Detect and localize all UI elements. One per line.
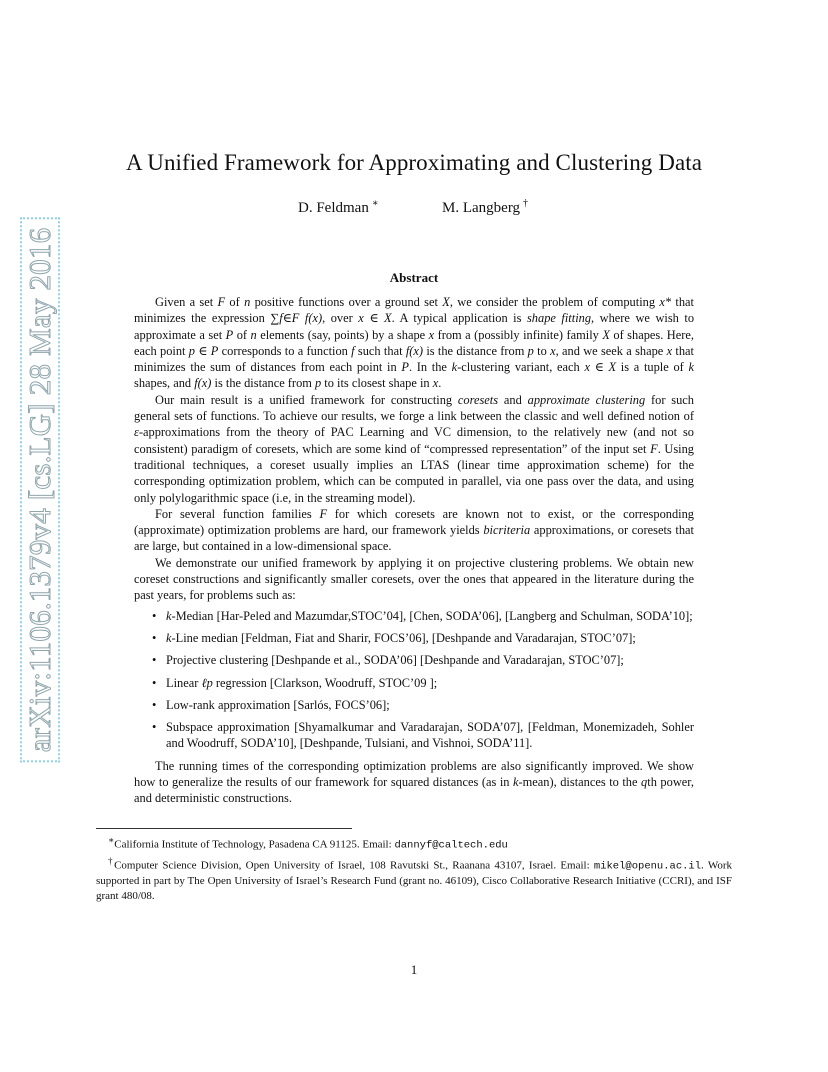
arxiv-side-stamp	[20, 227, 57, 753]
footnote-mark: †	[523, 198, 529, 209]
abstract-paragraph-1: Given a set F of n positive functions over a ground set X, we consider the problem of computing x* that minimizes the expression ∑f∈F f(x), over x ∈ X. A typical application is shape fitting, where we wish to approximate a set P of n elements (say, points) by a shape x from a (possibly infinite) family X of shapes. Here, each point p ∈ P corresponds to a function f such that f(x) is the distance from p to x, and we seek a shape x that minimizes the sum of distances from each point in P. In the k-clustering variant, each x ∈ X is a tuple of k shapes, and f(x) is the distance from p to its closest shape in x.	[134, 295, 695, 391]
author-feldman: D. Feldman ∗	[298, 198, 379, 216]
paper-title: A Unified Framework for Approximating and Clustering Data	[125, 150, 703, 175]
arxiv-identifier: arXiv:1106.1379v4 [cs.LG] 28 May 2016	[20, 218, 60, 763]
footnote-1: ∗California Institute of Technology, Pasadena CA 91125. Email: dannyf@caltech.edu	[108, 835, 508, 852]
list-item: • k-Line median [Feldman, Fiat and Sharir, FOCS’06], [Deshpande and Varadarajan, STOC’07];	[166, 630, 694, 646]
author-langberg: M. Langberg †	[442, 198, 529, 216]
list-item: • Subspace approximation [Shyamalkumar and Varadarajan, SODA’07], [Feldman, Monemizadeh, Sohler and Woodruff, SODA’10], [Deshpande, Tulsiani, and Vishnoi, SODA’11].	[166, 719, 694, 752]
abstract-heading: Abstract	[389, 270, 439, 285]
footnote-mark: ∗	[371, 198, 379, 209]
footnotes	[96, 833, 732, 904]
page-number: 1	[410, 962, 418, 977]
email-link[interactable]: dannyf@caltech.edu	[394, 839, 508, 852]
abstract-paragraph-4: We demonstrate our unified framework by applying it on projective clustering problems. We obtain new coreset constructions and significantly smaller coresets, over the ones that appeared in the literature during the past years, for problems such as:	[134, 555, 694, 603]
list-item: • Projective clustering [Deshpande et al., SODA’06] [Deshpande and Varadarajan, STOC’07];	[166, 652, 694, 668]
footnote-divider	[96, 828, 352, 829]
list-item: • k-Median [Har-Peled and Mazumdar,STOC’04], [Chen, SODA’06], [Langberg and Schulman, SODA’10];	[166, 608, 694, 624]
abstract-paragraph-5: The running times of the corresponding optimization problems are also significantly improved. We show how to generalize the results of our framework for squared distances (as in k-mean), distances to the qth power, and deterministic constructions.	[134, 758, 694, 806]
list-item: • Linear ℓp regression [Clarkson, Woodruff, STOC’09 ];	[166, 675, 694, 691]
list-item: • Low-rank approximation [Sarlós, FOCS’06];	[166, 697, 694, 713]
abstract-body	[134, 294, 694, 807]
footnote-2: †Computer Science Division, Open University of Israel, 108 Ravutski St., Raanana 43107, Israel. Email: mikel@openu.ac.il. Work supported in part by The Open University of Israel’s Research Fund (grant no. 46109), Cisco Collaborative Research Initiative (CCRI), and ISF grant 480/08.	[96, 855, 732, 903]
problem-list	[134, 608, 694, 752]
abstract-paragraph-3: For several function families F for which coresets are known not to exist, or the corresponding (approximate) optimization problems are hard, our framework yields bicriteria approximations, or coresets that are large, but contained in a low-dimensional space.	[134, 506, 694, 554]
abstract-paragraph-2: Our main result is a unified framework for constructing coresets and approximate clustering for such general sets of functions. To achieve our results, we forge a link between the classic and well defined notion of ε-approximations from the theory of PAC Learning and VC dimension, to the relatively new (and not so consistent) paradigm of coresets, which are some kind of “compressed representation” of the input set F. Using traditional techniques, a coreset usually implies an LTAS (linear time approximation scheme) for the corresponding optimization problem, which can be computed in parallel, via one pass over the data, and using only polylogarithmic space (i.e, in the streaming model).	[134, 392, 694, 505]
email-link[interactable]: mikel@openu.ac.il	[593, 860, 702, 873]
author-list	[0, 198, 828, 222]
